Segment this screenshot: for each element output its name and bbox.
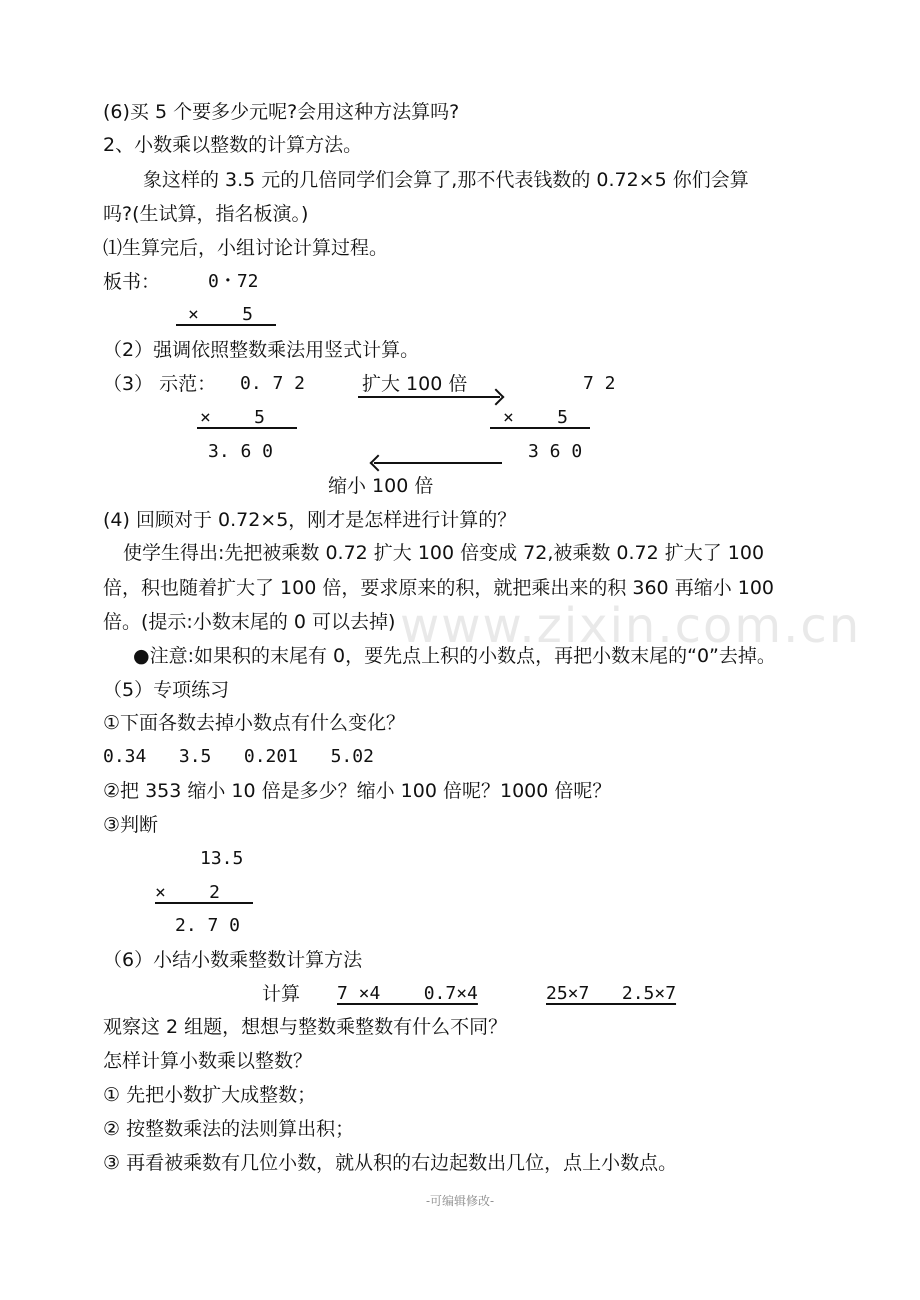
demo-right-product: 3 6 0 [528, 441, 583, 462]
page-footer: -可编辑修改- [425, 1194, 495, 1208]
demo-left-rule [197, 427, 297, 429]
method-step-3: ③ 再看被乘数有几位小数，就从积的右边起数出几位，点上小数点。 [103, 1152, 678, 1174]
demo-left-product: 3. 6 0 [208, 441, 274, 462]
calc-group-a: 7 ×4 0.7×4 [337, 983, 478, 1004]
board-multiplicand: 0・72 [208, 271, 259, 292]
note-bullet: ●注意:如果积的末尾有 0，要先点上积的小数点，再把小数末尾的“0”去掉。 [133, 645, 776, 667]
paragraph-conclusion-3: 倍。(提示:小数末尾的 0 可以去掉) [103, 611, 396, 633]
demo-left-multiplicand: 0. 7 2 [240, 373, 306, 394]
arrow-right-icon [358, 396, 500, 398]
line-step-6-question: (6)买 5 个要多少元呢?会用这种方法算吗? [103, 101, 460, 123]
board-rule-line [176, 324, 276, 326]
demo-label: （3） 示范： [103, 373, 217, 395]
step-5-practice: （5）专项练习 [103, 679, 230, 701]
board-multiplier: × 5 [188, 304, 254, 325]
practice-item-1-numbers: 0.34 3.5 0.201 5.02 [103, 746, 374, 767]
practice-item-3: ③判断 [103, 814, 159, 836]
watermark: www.zixin.com.cn [400, 598, 862, 654]
demo-arrow-enlarge-label: 扩大 100 倍 [362, 373, 468, 395]
step-2-emphasis: （2）强调依照整数乘法用竖式计算。 [103, 339, 420, 361]
arrow-left-icon [374, 462, 502, 464]
demo-right-rule [490, 427, 590, 429]
paragraph-intro-1: 象这样的 3.5 元的几倍同学们会算了,那不代表钱数的 0.72×5 你们会算 [143, 169, 749, 191]
demo-right-multiplicand: 7 2 [583, 373, 616, 394]
judge-product: 2. 7 0 [175, 915, 241, 936]
method-step-1: ① 先把小数扩大成整数； [103, 1084, 317, 1106]
demo-left-multiplier: × 5 [200, 407, 266, 428]
board-label: 板书： [103, 271, 161, 293]
paragraph-intro-2: 吗?(生试算，指名板演。) [103, 203, 309, 225]
paragraph-conclusion-2: 倍，积也随着扩大了 100 倍，要求原来的积，就把乘出来的积 360 再缩小 100 [103, 577, 774, 599]
observe-question: 观察这 2 组题，想想与整数乘整数有什么不同？ [103, 1016, 508, 1038]
demo-arrow-shrink-label: 缩小 100 倍 [328, 475, 434, 497]
step-6-summary: （6）小结小数乘整数计算方法 [103, 949, 363, 971]
practice-item-2: ②把 353 缩小 10 倍是多少？缩小 100 倍呢？1000 倍呢？ [103, 780, 612, 802]
judge-multiplier: × 2 [155, 882, 221, 903]
calc-group-b: 25×7 2.5×7 [546, 983, 677, 1004]
method-question: 怎样计算小数乘以整数？ [103, 1050, 313, 1072]
calc-label: 计算 [262, 983, 301, 1005]
method-step-2: ② 按整数乘法的法则算出积； [103, 1118, 355, 1140]
paragraph-conclusion-1: 使学生得出:先把被乘数 0.72 扩大 100 倍变成 72,被乘数 0.72 扩大了 100 [123, 542, 765, 564]
step-4-review: (4) 回顾对于 0.72×5，刚才是怎样进行计算的？ [103, 509, 517, 531]
step-1-discussion: ⑴生算完后，小组讨论计算过程。 [103, 237, 389, 259]
judge-multiplicand: 13.5 [200, 848, 244, 869]
section-heading-method: 2、小数乘以整数的计算方法。 [103, 134, 363, 156]
demo-right-multiplier: × 5 [503, 407, 569, 428]
practice-item-1: ①下面各数去掉小数点有什么变化？ [103, 712, 406, 734]
judge-rule [155, 902, 253, 904]
